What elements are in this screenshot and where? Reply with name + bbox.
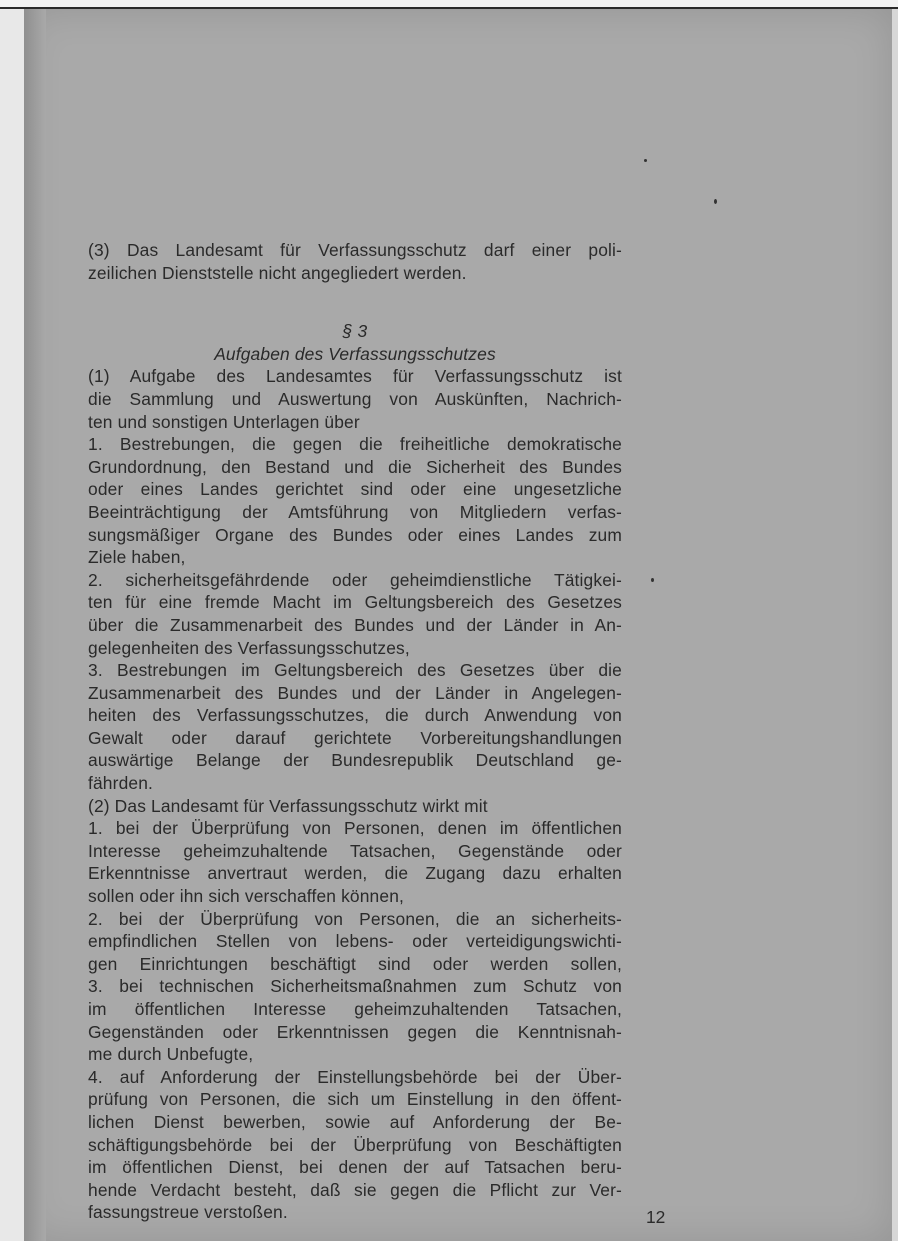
body-line: sungsmäßiger Organe des Bundes oder eines Landes zum <box>88 524 622 545</box>
body-line: gen Einrichtungen beschäftigt sind oder werden sollen, <box>88 953 622 974</box>
body-line: hende Verdacht besteht, daß sie gegen die Pflicht zur Ver- <box>88 1179 622 1200</box>
body-line: 1. bei der Überprüfung von Personen, denen im öffentlichen <box>88 818 622 839</box>
body-line: 3. bei technischen Sicherheitsmaßnahmen zum Schutz von <box>88 976 622 997</box>
body-line: Beeinträchtigung der Amtsführung von Mitgliedern verfas- <box>88 501 622 522</box>
body-line: im öffentlichen Dienst, bei denen der auf Tatsachen beru- <box>88 1157 622 1178</box>
body-line: Gegenständen oder Erkenntnissen gegen die Kenntnisnah- <box>88 1021 622 1042</box>
body-line: Zusammenarbeit des Bundes und der Länder in Angelegen- <box>88 682 622 703</box>
body-line: über die Zusammenarbeit des Bundes und der Länder in An- <box>88 614 622 635</box>
paragraph-3-line: zeilichen Dienststelle nicht angegliedert werden. <box>88 262 467 283</box>
body-line: oder eines Landes gerichtet sind oder eine ungesetzliche <box>88 479 622 500</box>
page-left-shadow <box>24 9 46 1241</box>
scan-speck <box>714 199 717 204</box>
body-line: lichen Dienst bewerben, sowie auf Anforderung der Be- <box>88 1111 622 1132</box>
document-text <box>88 239 622 1224</box>
section-title: Aufgaben des Verfassungsschutzes <box>214 343 496 364</box>
body-line: im öffentlichen Interesse geheimzuhaltenden Tatsachen, <box>88 999 622 1019</box>
body-line: 2. sicherheitsgefährdende oder geheimdienstliche Tätigkei- <box>88 569 622 590</box>
body-line: auswärtige Belange der Bundesrepublik Deutschland ge- <box>88 750 622 771</box>
body-line: (2) Das Landesamt für Verfassungsschutz wirkt mit <box>88 795 488 816</box>
body-line: ten und sonstigen Unterlagen über <box>88 411 360 432</box>
paragraph-3-line: (3) Das Landesamt für Verfassungsschutz darf einer poli- <box>88 240 622 260</box>
body-line: me durch Unbefugte, <box>88 1044 254 1065</box>
body-line: fassungstreue verstoßen. <box>88 1202 288 1223</box>
body-line: ten für eine fremde Macht im Geltungsbereich des Gesetzes <box>88 592 622 613</box>
body-line: 1. Bestrebungen, die gegen die freiheitliche demokratische <box>88 434 622 455</box>
body-line: Ziele haben, <box>88 547 186 568</box>
body-line: Grundordnung, den Bestand und die Sicherheit des Bundes <box>88 456 622 477</box>
section-number: § 3 <box>342 321 368 342</box>
scan-top-edge <box>0 0 898 7</box>
body-line: (1) Aufgabe des Landesamtes für Verfassungsschutz ist <box>88 366 622 387</box>
body-line: 2. bei der Überprüfung von Personen, die an sicherheits- <box>88 908 622 929</box>
body-line: Gewalt oder darauf gerichtete Vorbereitungshandlungen <box>88 727 622 748</box>
body-line: prüfung von Personen, die sich um Einstellung in den öffent- <box>88 1089 622 1110</box>
body-line: empfindlichen Stellen von lebens- oder verteidigungswichti- <box>88 931 622 952</box>
body-line: fährden. <box>88 773 154 794</box>
body-line: Erkenntnisse anvertraut werden, die Zugang dazu erhalten <box>88 863 622 884</box>
body-line: Interesse geheimzuhaltende Tatsachen, Gegenstände oder <box>88 840 622 861</box>
right-margin <box>892 9 898 1241</box>
body-line: sollen oder ihn sich verschaffen können, <box>88 886 405 907</box>
page-number: 12 <box>646 1207 666 1227</box>
scan-speck <box>651 578 654 582</box>
scan-speck <box>644 159 647 162</box>
body-line: 3. Bestrebungen im Geltungsbereich des Gesetzes über die <box>88 660 622 681</box>
body-line: gelegenheiten des Verfassungsschutzes, <box>88 637 410 658</box>
body-line: die Sammlung und Auswertung von Auskünften, Nachrich- <box>88 388 622 409</box>
spacer <box>88 284 622 320</box>
body-line: 4. auf Anforderung der Einstellungsbehörde bei der Über- <box>88 1066 622 1087</box>
body-line: heiten des Verfassungsschutzes, die durch Anwendung von <box>88 705 622 726</box>
body-line: schäftigungsbehörde bei der Überprüfung von Beschäftigten <box>88 1134 622 1155</box>
